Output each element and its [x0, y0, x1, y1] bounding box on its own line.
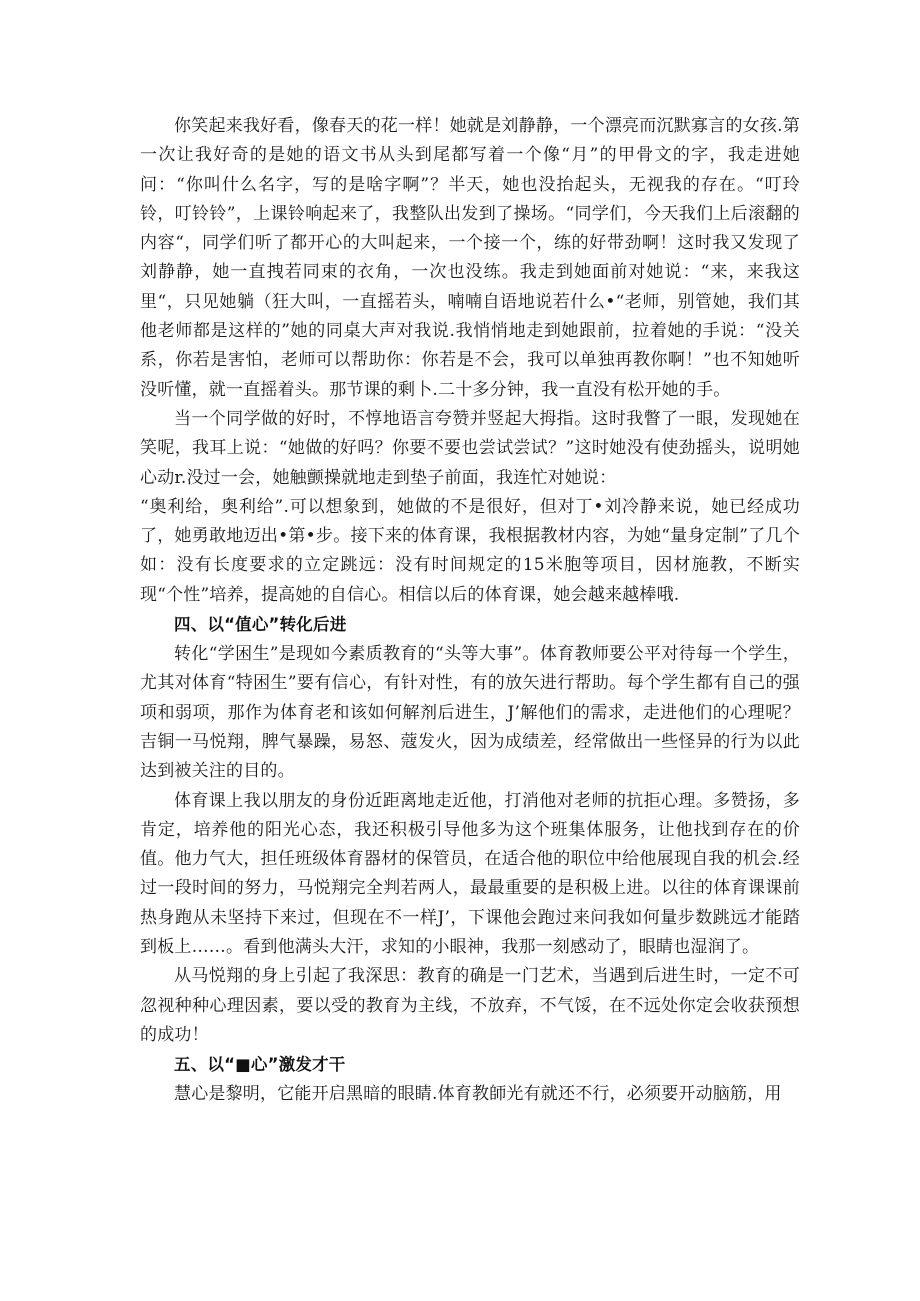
- section-heading-4: 四、以“值心”转化后进: [174, 615, 347, 635]
- document-body: [140, 112, 800, 1110]
- section-heading-5: 五、以“■心”激发才干: [174, 1055, 346, 1075]
- paragraph-wisdom-heart: 慧心是黎明，它能开启黑暗的眼睛.体育教師光有就还不行，必须要开动脑筋，用: [174, 1084, 782, 1105]
- paragraph-first-step: “奥利给，奥利给”.可以想象到，她做的不是很好，但对丁•刘冷静来说，她已经成功了，她勇敢地迈出•第•步。接下来的体育课，我根据教材内容，为她“量身定制”了几个如：没有长度要求的立定跳远：没有时间规定的15米胞等项目，因材施教，不断实现“个性”培养，提高她的自信心。相信以后的体育课，她会越来越棒哦.: [140, 496, 800, 605]
- paragraph-liu-jingjing-intro: 你笑起来我好看，像春天的花一样！她就是刘静静，一个漂亮而沉默寡言的女孩.第一次让我好奇的是她的语文书从头到尾都写着一个像“月”的甲骨文的字，我走进她问：“你叫什么名字，写的是啥字啊”？半天，她也没抬起头，无视我的存在。“叮玲铃，叮铃铃”，上课铃响起来了，我整队出发到了操场。“同学们，今天我们上后滚翻的内容“，同学们听了都开心的大叫起来，一个接一个，练的好带劲啊！这时我又发现了刘静静，她一直拽若同束的衣角，一次也没练。我走到她面前对她说：“来，来我这里“，只见她躺（狂大叫，一直摇若头，喃喃自语地说若什么•“老师，别管她，我们其他老师都是这样的”她的同桌大声对我说.我悄悄地走到她跟前，拉着她的手说：“没关系，你若是害怕，老师可以帮助你：你若是不会，我可以单独再教你啊！”也不知她听没听懂，就一直摇着头。那节课的剩卜.二十多分钟，我一直没有松开她的手。: [140, 116, 800, 400]
- paragraph-praise-thumbs-up: 当一个同学做的好时，不惇地语言夸赞并竖起大拇指。这时我瞥了一眼，发现她在笑呢，我耳上说：“她做的好吗？你要不要也尝试尝试？”这时她没有使劲摇头，说明她心动r.没过一会，她触颤操就地走到垫子前面，我连忙对她说：: [140, 408, 800, 488]
- paragraph-struggling-students: 转化“学困生”是现如今素质教育的“头等大事”。体育教师要公平对待每一个学生，尤其对体育“特困生”要有信心，有针对性，有的放矢进行帮助。每个学生都有自己的强项和弱项，那作为体育老和该如何解剂后进生，J’解他们的需求，走进他们的心理呢？吉铜一马悦翔，脾气暴躁，易怒、蔻发火，因为成绩差，经常做出一些怪异的行为以此达到被关注的目的。: [140, 644, 800, 782]
- paragraph-reflection: 从马悦翔的身上引起了我深思：教育的确是一门艺术，当遇到后进生时，一定不可忽视种种心理因素，要以受的教育为主线，不放弃，不气馁，在不远处你定会收获预想的成功！: [140, 966, 800, 1045]
- paragraph-friend-approach: 体育课上我以朋友的身份近距离地走近他，打消他对老师的抗拒心理。多赞扬，多肯定，培养他的阳光心态，我还积极引导他多为这个班集体服务，让他找到存在的价值。他力气大，担任班级体育器材的保管员，在适合他的职位中给他展现自我的机会.经过一段时间的努力，马悦翔完全判若两人，最最重要的是积极上进。以往的体育课课前热身跑从未坚持下来过，但现在不一样J’，下课他会跑过来问我如何量步数跳远才能踏到板上……。看到他满头大汗，求知的小眼神，我那一刻感动了，眼睛也湿润了。: [140, 790, 800, 958]
